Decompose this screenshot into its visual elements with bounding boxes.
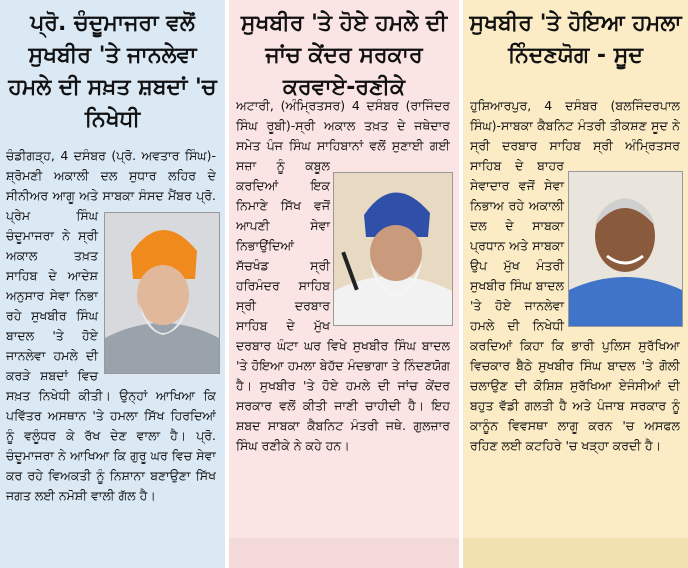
article-2-body: ਅਟਾਰੀ, (ਅੰਮ੍ਰਿਤਸਰ) 4 ਦਸੰਬਰ (ਰਾਜਿੰਦਰ ਸਿੰਘ ਰੂਬੀ)-ਸ੍ਰੀ ਅਕਾਲ ਤਖ਼ਤ ਦੇ ਜਥੇਦਾਰ ਸਮੇਤ ਪੰਜ ਸਿੰਘ ਸਾਹਿਬਾਨਾਂ ਵਲੋਂ ਸੁਣਾਈ ਗਈ ਸਜ਼ਾ ਨੂੰ ਕਬੂਲ ਕਰਦਿਆਂ ਇਕ ਨਿਮਾਣੇ ਸਿੱਖ ਵਜੋਂ ਆਪਣੀ ਸੇਵਾ ਨਿਭਾਉਂਦਿਆਂ ਸੱਚਖੰਡ ਸ੍ਰੀ ਹਰਿਮੰਦਰ ਸਾਹਿਬ ਸ੍ਰੀ ਦਰਬਾਰ ਸਾਹਿਬ ਦੇ ਮੁੱਖ ਦਰਬਾਰ ਘੰਟਾ ਘਰ ਵਿਖੇ ਸੁਖਬੀਰ ਸਿੰਘ ਬਾਦਲ 'ਤੇ ਹੋਇਆ ਹਮਲਾ ਬੇਹੱਦ ਮੰਦਭਾਗਾ ਤੇ ਨਿੰਦਣਯੋਗ ਹੈ। ਸੁਖਬੀਰ 'ਤੇ ਹੋਏ ਹਮਲੇ ਦੀ ਜਾਂਚ ਕੇਂਦਰ ਸਰਕਾਰ ਵਲੋਂ ਕੀਤੀ ਜਾਣੀ ਚਾਹੀਦੀ ਹੈ। ਇਹ ਸ਼ਬਦ ਸਾਬਕਾ ਕੈਬਨਿਟ ਮੰਤਰੀ ਜਥੇ. ਗੁਲਜ਼ਾਰ ਸਿੰਘ ਰਣੀਕੇ ਨੇ ਕਹੇ ਹਨ। xyxy=(236,98,450,453)
article-2-headline: ਸੁਖਬੀਰ 'ਤੇ ਹੋਏ ਹਮਲੇ ਦੀ ਜਾਂਚ ਕੇਂਦਰ ਸਰਕਾਰ ਕਰਵਾਏ-ਰਣੀਕੇ xyxy=(240,11,448,100)
article-3-bottom-strip xyxy=(463,538,688,568)
article-1-headline: ਪ੍ਰੋ. ਚੰਦੂਮਾਜਰਾ ਵਲੋਂ ਸੁਖਬੀਰ 'ਤੇ ਜਾਨਲੇਵਾ ਹਮਲੇ ਦੀ ਸਖ਼ਤ ਸ਼ਬਦਾਂ 'ਚ ਨਿਖੇਧੀ xyxy=(8,11,217,132)
article-3-headline: ਸੁਖਬੀਰ 'ਤੇ ਹੋਇਆ ਹਮਲਾ ਨਿੰਦਣਯੋਗ - ਸੂਦ xyxy=(469,11,682,68)
article-1-body: ਚੰਡੀਗੜ੍ਹ, 4 ਦਸੰਬਰ (ਪ੍ਰੋ. ਅਵਤਾਰ ਸਿੰਘ)-ਸ਼੍ਰੋਮਣੀ ਅਕਾਲੀ ਦਲ ਸੁਧਾਰ ਲਹਿਰ ਦੇ ਸੀਨੀਅਰ ਆਗੂ ਅਤੇ ਸਾਬਕਾ ਸੰਸਦ ਮੈਂਬਰ ਪ੍ਰੋ. ਪ੍ਰੇਮ ਸਿੰਘ ਚੰਦੂਮਾਜਰਾ ਨੇ ਸ੍ਰੀ ਅਕਾਲ ਤਖ਼ਤ ਸਾਹਿਬ ਦੇ ਆਦੇਸ਼ ਅਨੁਸਾਰ ਸੇਵਾ ਨਿਭਾ ਰਹੇ ਸੁਖਬੀਰ ਸਿੰਘ ਬਾਦਲ 'ਤੇ ਹੋਏ ਜਾਨਲੇਵਾ ਹਮਲੇ ਦੀ ਕਰੜੇ ਸ਼ਬਦਾਂ ਵਿਚ ਸਖ਼ਤ ਨਿਖੇਧੀ ਕੀਤੀ। ਉਨ੍ਹਾਂ ਆਖਿਆ ਕਿ ਪਵਿੱਤਰ ਅਸਥਾਨ 'ਤੇ ਹਮਲਾ ਸਿੱਖ ਹਿਰਦਿਆਂ ਨੂੰ ਵਲੂੰਧਰ ਕੇ ਰੱਖ ਦੇਣ ਵਾਲਾ ਹੈ। ਪ੍ਰੋ. ਚੰਦੂਮਾਜਰਾ ਨੇ ਆਖਿਆ ਕਿ ਗੁਰੂ ਘਰ ਵਿਚ ਸੇਵਾ ਕਰ ਰਹੇ ਵਿਅਕਤੀ ਨੂੰ ਨਿਸ਼ਾਨਾ ਬਣਾਉਣਾ ਸਿੱਖ ਜਗਤ ਲਈ ਨਮੋਸ਼ੀ ਵਾਲੀ ਗੱਲ ਹੈ। xyxy=(6,148,216,503)
article-3-body: ਹੁਸ਼ਿਆਰਪੁਰ, 4 ਦਸੰਬਰ (ਬਲਜਿੰਦਰਪਾਲ ਸਿੰਘ)-ਸਾਬਕਾ ਕੈਬਨਿਟ ਮੰਤਰੀ ਤੀਕਸ਼ਣ ਸੂਦ ਨੇ ਸ੍ਰੀ ਦਰਬਾਰ ਸਾਹਿਬ ਸ੍ਰੀ ਅੰਮ੍ਰਿਤਸਰ ਸਾਹਿਬ ਦੇ ਬਾਹਰ ਸੇਵਾਦਾਰ ਵਜੋਂ ਸੇਵਾ ਨਿਭਾਅ ਰਹੇ ਅਕਾਲੀ ਦਲ ਦੇ ਸਾਬਕਾ ਪ੍ਰਧਾਨ ਅਤੇ ਸਾਬਕਾ ਉਪ ਮੁੱਖ ਮੰਤਰੀ ਸੁਖਬੀਰ ਸਿੰਘ ਬਾਦਲ 'ਤੇ ਹੋਏ ਜਾਨਲੇਵਾ ਹਮਲੇ ਦੀ ਨਿਖੇਧੀ ਕਰਦਿਆਂ ਕਿਹਾ ਕਿ ਭਾਰੀ ਪੁਲਿਸ ਸੁਰੱਖਿਆ ਵਿਚਕਾਰ ਬੈਠੇ ਸੁਖਬੀਰ ਸਿੰਘ ਬਾਦਲ 'ਤੇ ਗੋਲੀ ਚਲਾਉਣ ਦੀ ਕੋਸ਼ਿਸ਼ ਸੁਰੱਖਿਆ ਏਜੰਸੀਆਂ ਦੀ ਬਹੁਤ ਵੱਡੀ ਗਲਤੀ ਹੈ ਅਤੇ ਪੰਜਾਬ ਸਰਕਾਰ ਨੂੰ ਕਾਨੂੰਨ ਵਿਵਸਥਾ ਲਾਗੂ ਕਰਨ 'ਚ ਅਸਫਲ ਰਹਿਣ ਲਈ ਕਟਹਿਰੇ 'ਚ ਖੜ੍ਹਾ ਕਰਦੀ ਹੈ। xyxy=(470,98,680,453)
article-2-bottom-strip xyxy=(229,538,459,568)
